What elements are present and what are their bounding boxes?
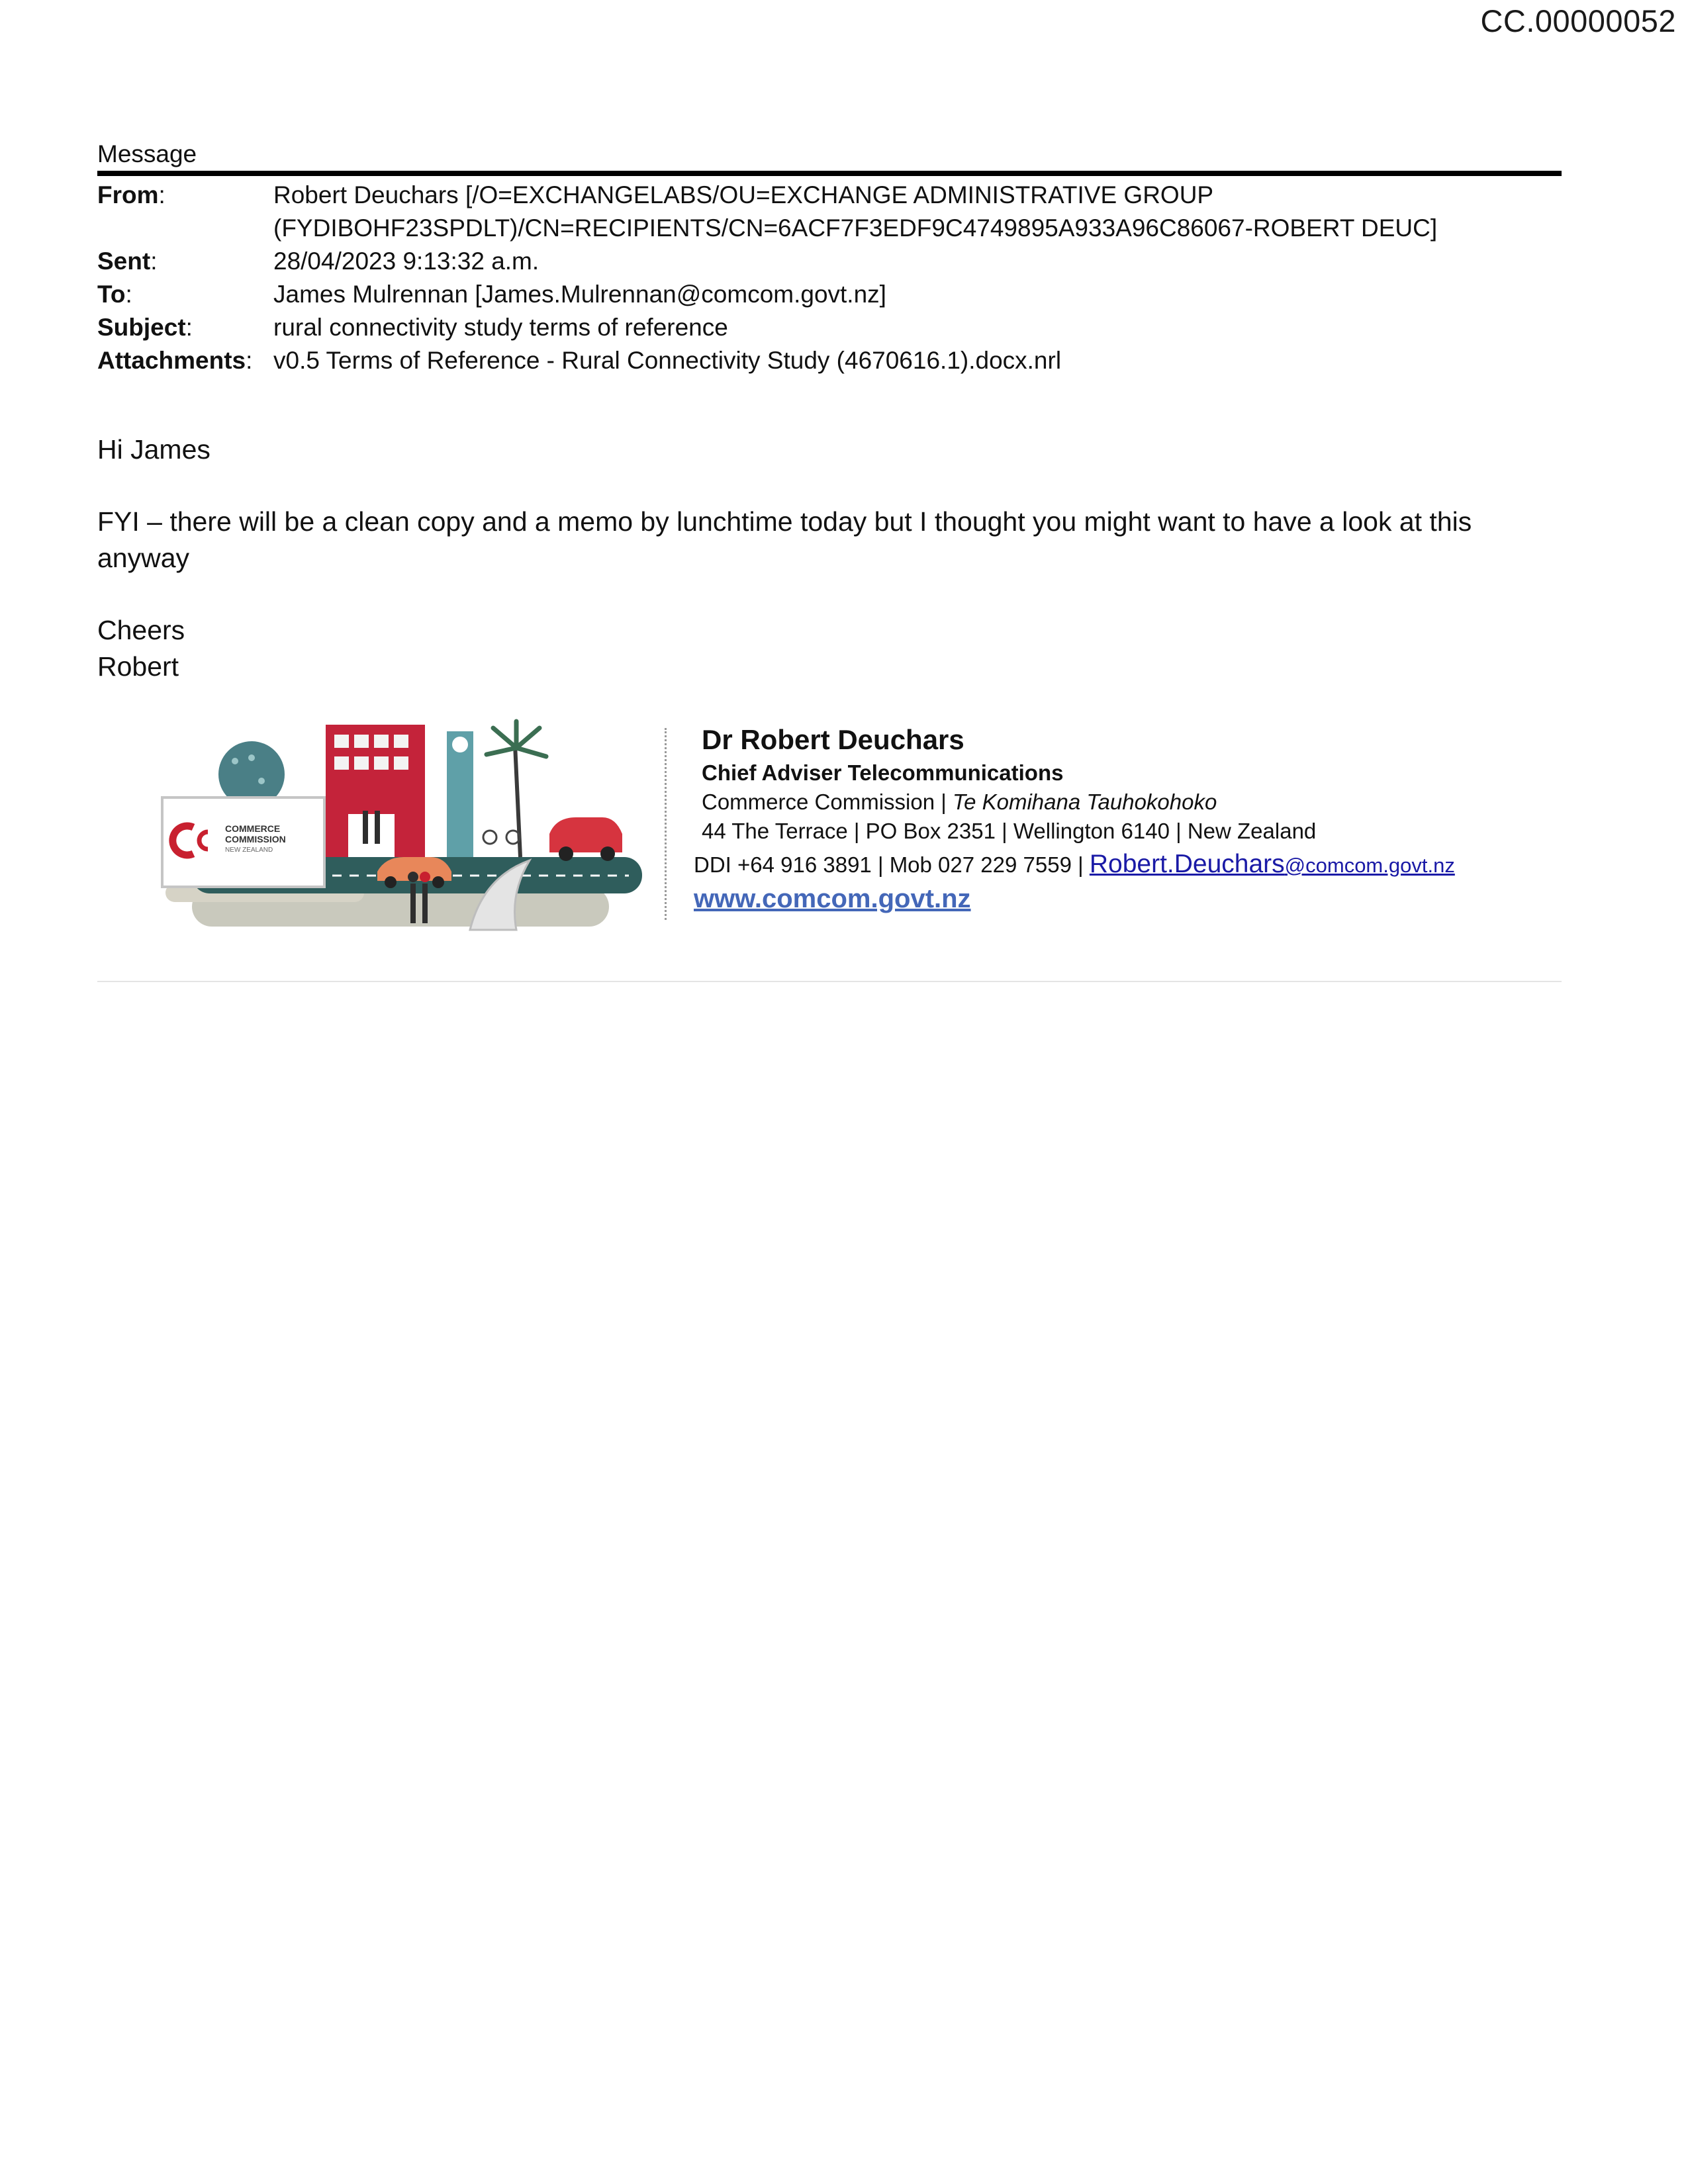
sender-name: Robert bbox=[97, 651, 179, 682]
body-paragraph: FYI – there will be a clean copy and a memo by lunchtime today but I thought you might want to have a look at this anyway bbox=[97, 506, 1472, 573]
header-value-sent: 28/04/2023 9:13:32 a.m. bbox=[273, 248, 539, 275]
header-divider bbox=[97, 171, 1562, 176]
header-value-to: James Mulrennan [James.Mulrennan@comcom.govt.nz] bbox=[273, 281, 886, 308]
header-value-subject: rural connectivity study terms of reference bbox=[273, 314, 728, 341]
signature-org-maori: Te Komihana Tauhokohoko bbox=[952, 790, 1217, 814]
cyclist-icon bbox=[483, 831, 496, 844]
signature-phones: DDI +64 916 3891 | Mob 027 229 7559 | bbox=[694, 852, 1090, 877]
header-row-subject: Subject: rural connectivity study terms of reference bbox=[97, 311, 1531, 344]
greeting: Hi James bbox=[97, 434, 211, 465]
header-key-from: From bbox=[97, 181, 159, 208]
header-key-subject: Subject bbox=[97, 314, 186, 341]
header-value-from: Robert Deuchars [/O=EXCHANGELABS/OU=EXCHANGE ADMINISTRATIVE GROUP bbox=[273, 181, 1214, 208]
red-car-icon bbox=[549, 817, 622, 852]
header-row-attachments: Attachments: v0.5 Terms of Reference - Rural Connectivity Study (4670616.1).docx.nrl bbox=[97, 344, 1531, 377]
attachment-link[interactable]: v0.5 Terms of Reference - Rural Connectivity Study (4670616.1).docx.nrl bbox=[273, 347, 1062, 374]
signature-title: Chief Adviser Telecommunications bbox=[702, 760, 1064, 785]
signature-block bbox=[702, 721, 1316, 846]
signature-divider bbox=[665, 728, 667, 920]
message-headers bbox=[97, 179, 1531, 377]
footer-divider bbox=[97, 981, 1562, 982]
signature-name: Dr Robert Deuchars bbox=[702, 724, 964, 755]
signature-address: 44 The Terrace | PO Box 2351 | Wellington 6140 | New Zealand bbox=[702, 819, 1317, 843]
logo-text-2: COMMISSION bbox=[225, 834, 286, 844]
header-row-from: From: Robert Deuchars [/O=EXCHANGELABS/OU=EXCHANGE ADMINISTRATIVE GROUP bbox=[97, 179, 1531, 212]
logo-text-3: NEW ZEALAND bbox=[225, 846, 273, 854]
header-value-from-cont: (FYDIBOHF23SPDLT)/CN=RECIPIENTS/CN=6ACF7F3EDF9C4749895A933A96C86067-ROBERT DEUC] bbox=[273, 214, 1438, 242]
header-row-sent: Sent: 28/04/2023 9:13:32 a.m. bbox=[97, 245, 1531, 278]
email-link[interactable]: Robert.Deuchars@comcom.govt.nz bbox=[1089, 850, 1455, 878]
header-row-from-cont bbox=[97, 212, 1531, 245]
closing: Cheers bbox=[97, 615, 185, 645]
header-key-attachments: Attachments bbox=[97, 347, 246, 374]
website-link[interactable]: www.comcom.govt.nz bbox=[694, 884, 971, 913]
header-row-to: To: James Mulrennan [James.Mulrennan@comcom.govt.nz] bbox=[97, 278, 1531, 311]
signature-illustration bbox=[152, 718, 649, 936]
signature-contact bbox=[694, 850, 1455, 879]
document-id: CC.00000052 bbox=[1480, 3, 1676, 38]
message-label: Message bbox=[97, 140, 197, 167]
logo-text-1: COMMERCE bbox=[225, 823, 281, 834]
signature-org: Commerce Commission | Te Komihana Tauhokohoko bbox=[702, 790, 1217, 814]
header-key-to: To bbox=[97, 281, 126, 308]
message-body bbox=[97, 432, 1562, 685]
header-key-sent: Sent bbox=[97, 248, 151, 275]
